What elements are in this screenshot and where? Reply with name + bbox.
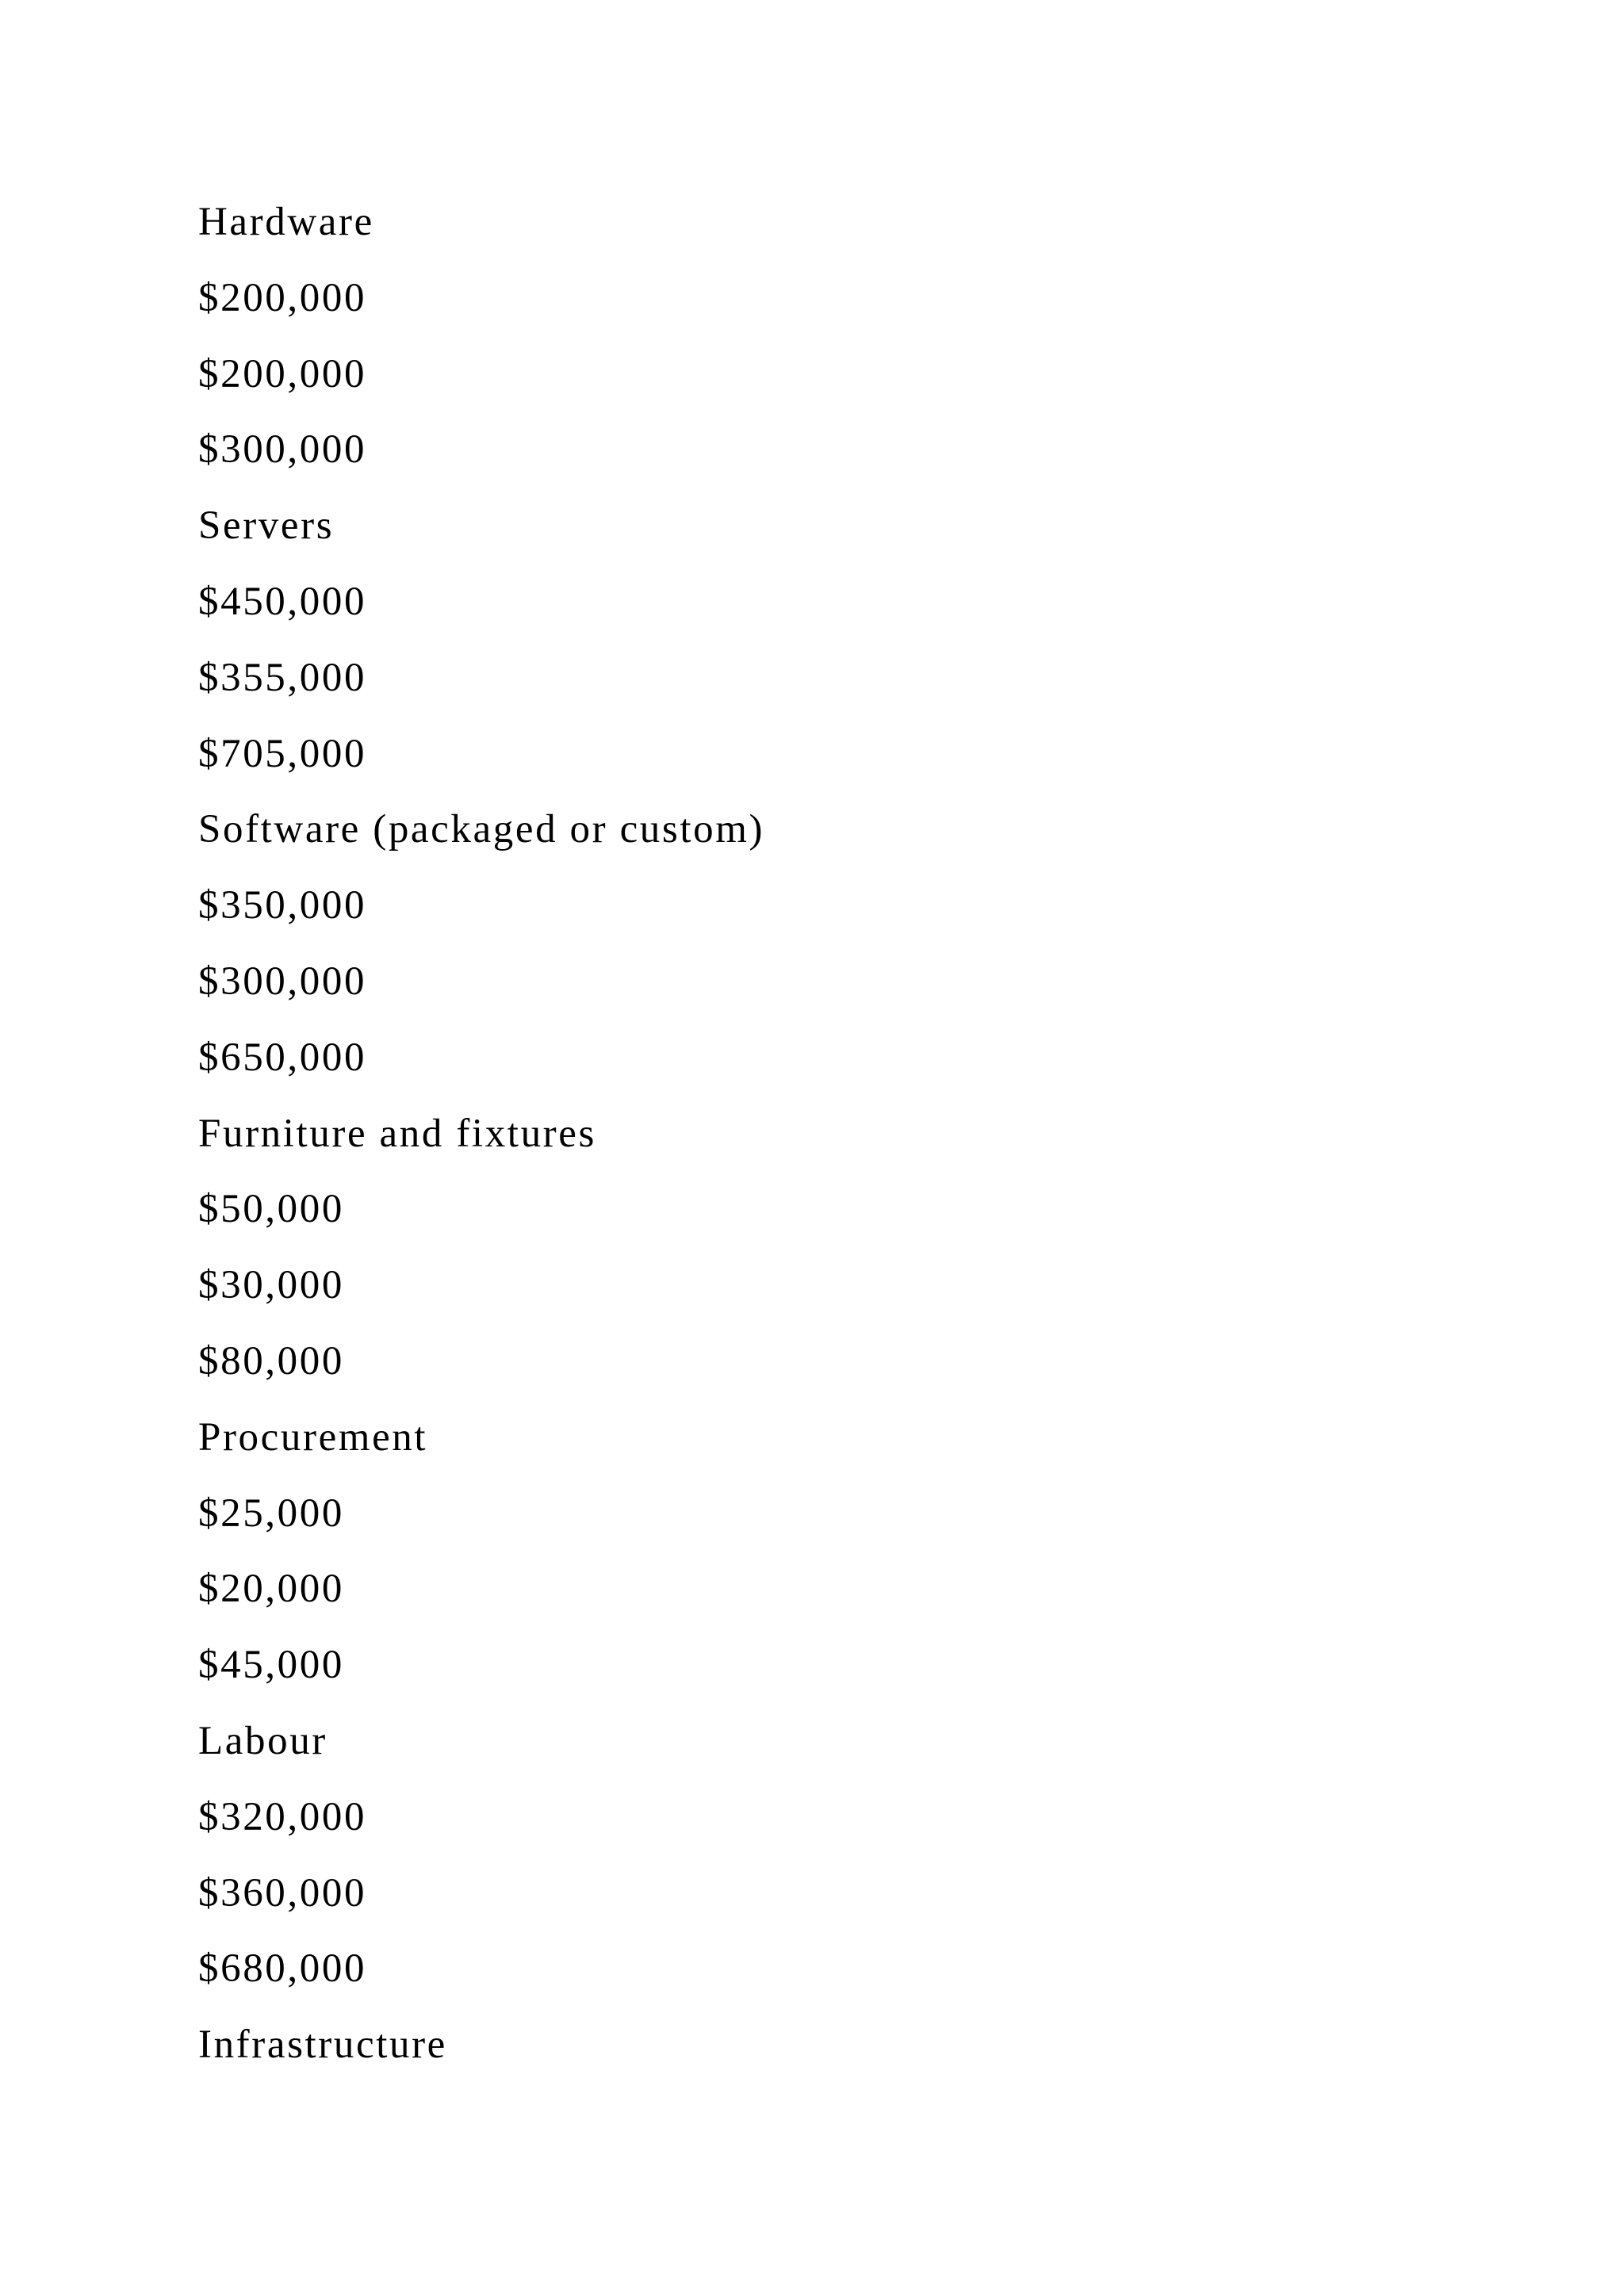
- category-labour: Labour: [198, 1718, 327, 1763]
- procurement-value-2: $20,000: [198, 1567, 344, 1612]
- servers-value-3: $705,000: [198, 731, 367, 776]
- hardware-value-2: $200,000: [198, 351, 367, 396]
- labour-value-3: $680,000: [198, 1946, 367, 1992]
- hardware-value-1: $200,000: [198, 275, 367, 320]
- furniture-value-1: $50,000: [198, 1187, 344, 1232]
- category-infrastructure: Infrastructure: [198, 2022, 447, 2068]
- hardware-value-3: $300,000: [198, 427, 367, 473]
- servers-value-1: $450,000: [198, 579, 367, 624]
- category-software: Software (packaged or custom): [198, 807, 765, 852]
- category-furniture: Furniture and fixtures: [198, 1111, 596, 1156]
- procurement-value-1: $25,000: [198, 1490, 344, 1536]
- labour-value-2: $360,000: [198, 1870, 367, 1915]
- labour-value-1: $320,000: [198, 1794, 367, 1839]
- furniture-value-2: $30,000: [198, 1263, 344, 1308]
- category-servers: Servers: [198, 503, 335, 549]
- category-procurement: Procurement: [198, 1414, 428, 1460]
- text-lines: [198, 195, 764, 2094]
- servers-value-2: $355,000: [198, 655, 367, 700]
- category-hardware: Hardware: [198, 200, 374, 244]
- furniture-value-3: $80,000: [198, 1338, 344, 1383]
- software-value-2: $300,000: [198, 959, 367, 1004]
- procurement-value-3: $45,000: [198, 1643, 344, 1688]
- software-value-3: $650,000: [198, 1035, 367, 1080]
- software-value-1: $350,000: [198, 883, 367, 928]
